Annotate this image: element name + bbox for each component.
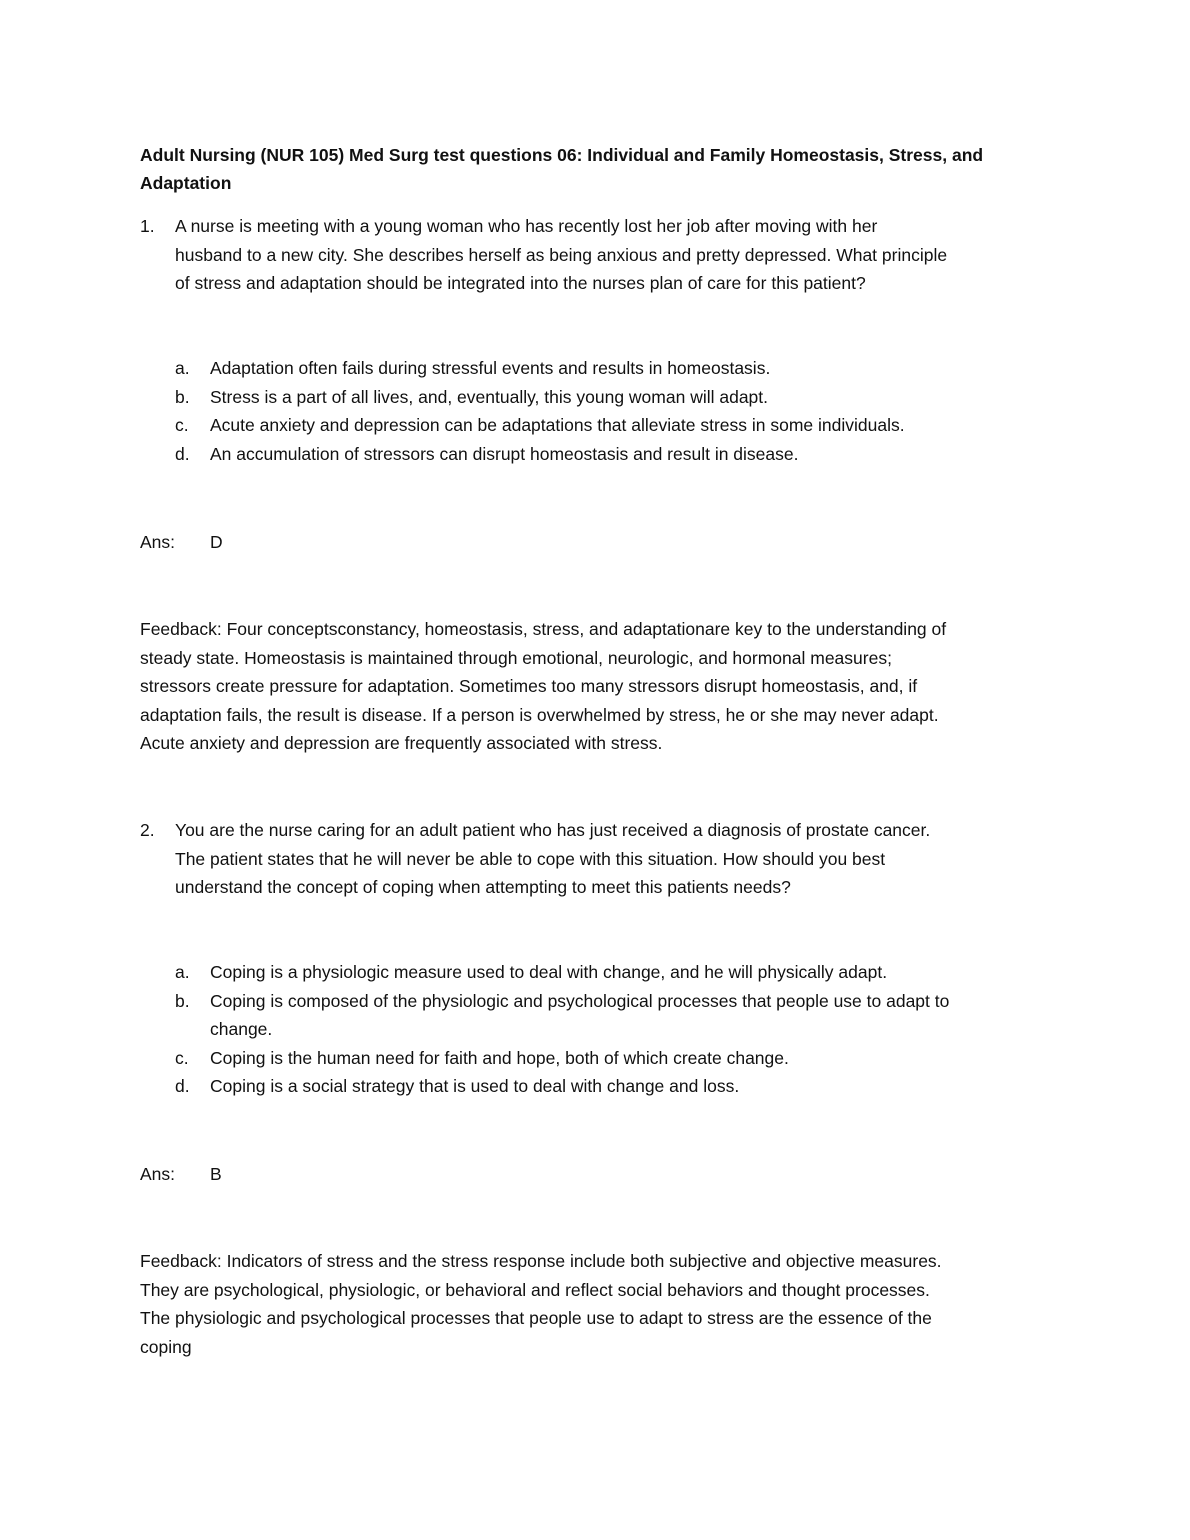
option-text: An accumulation of stressors can disrupt homeostasis and result in disease. (210, 443, 799, 464)
option-letter: c. (175, 1047, 189, 1068)
feedback-text: Feedback: Indicators of stress and the stress response include both subjective and objective measures. (140, 1251, 942, 1271)
answer-label: Ans: (140, 532, 176, 552)
question-stem: The patient states that he will never be able to cope with this situation. How should you best (175, 848, 886, 869)
document-title: Adult Nursing (NUR 105) Med Surg test questions 06: Individual and Family Homeostasis, Stress, and (140, 145, 984, 165)
question-number: 1. (140, 216, 155, 236)
option-letter: b. (175, 386, 190, 407)
feedback-text: Feedback: Four conceptsconstancy, homeostasis, stress, and adaptationare key to the understanding of (140, 619, 947, 639)
option-text: Coping is composed of the physiologic and psychological processes that people use to adapt to (210, 990, 950, 1011)
feedback-text: They are psychological, physiologic, or behavioral and reflect social behaviors and thought processes. (140, 1279, 930, 1300)
option-letter: b. (175, 990, 190, 1011)
option-text: Coping is a social strategy that is used to deal with change and loss. (210, 1076, 740, 1097)
feedback-text: Acute anxiety and depression are frequently associated with stress. (140, 733, 663, 754)
option-text: Coping is a physiologic measure used to deal with change, and he will physically adapt. (210, 962, 888, 982)
answer-value: B (210, 1164, 222, 1184)
option-letter: d. (175, 1076, 190, 1097)
option-letter: a. (175, 358, 190, 378)
option-text: change. (210, 1019, 273, 1040)
answer-label: Ans: (140, 1164, 176, 1184)
question-stem: of stress and adaptation should be integrated into the nurses plan of care for this patient? (175, 273, 866, 294)
option-letter: d. (175, 443, 190, 464)
option-text: Acute anxiety and depression can be adaptations that alleviate stress in some individuals. (210, 415, 905, 436)
document-title: Adaptation (140, 172, 232, 193)
question-stem: husband to a new city. She describes herself as being anxious and pretty depressed. What principle (175, 244, 948, 265)
question-stem: understand the concept of coping when attempting to meet this patients needs? (175, 877, 791, 898)
feedback-text: adaptation fails, the result is disease. If a person is overwhelmed by stress, he or she may never adapt. (140, 704, 939, 725)
feedback-text: stressors create pressure for adaptation. Sometimes too many stressors disrupt homeostasis, and, if (140, 676, 918, 697)
answer-value: D (210, 532, 223, 552)
feedback-text: The physiologic and psychological processes that people use to adapt to stress are the essence of the (140, 1308, 932, 1329)
feedback-text: steady state. Homeostasis is maintained through emotional, neurologic, and hormonal measures; (140, 647, 892, 668)
question-stem: You are the nurse caring for an adult patient who has just received a diagnosis of prostate cancer. (175, 820, 931, 840)
question-stem: A nurse is meeting with a young woman who has recently lost her job after moving with her (175, 216, 878, 236)
option-letter: a. (175, 962, 190, 982)
option-text: Coping is the human need for faith and hope, both of which create change. (210, 1047, 789, 1068)
option-letter: c. (175, 415, 189, 436)
question-number: 2. (140, 820, 155, 840)
option-text: Adaptation often fails during stressful events and results in homeostasis. (210, 358, 771, 378)
option-text: Stress is a part of all lives, and, eventually, this young woman will adapt. (210, 386, 769, 407)
feedback-text: coping (140, 1336, 192, 1357)
